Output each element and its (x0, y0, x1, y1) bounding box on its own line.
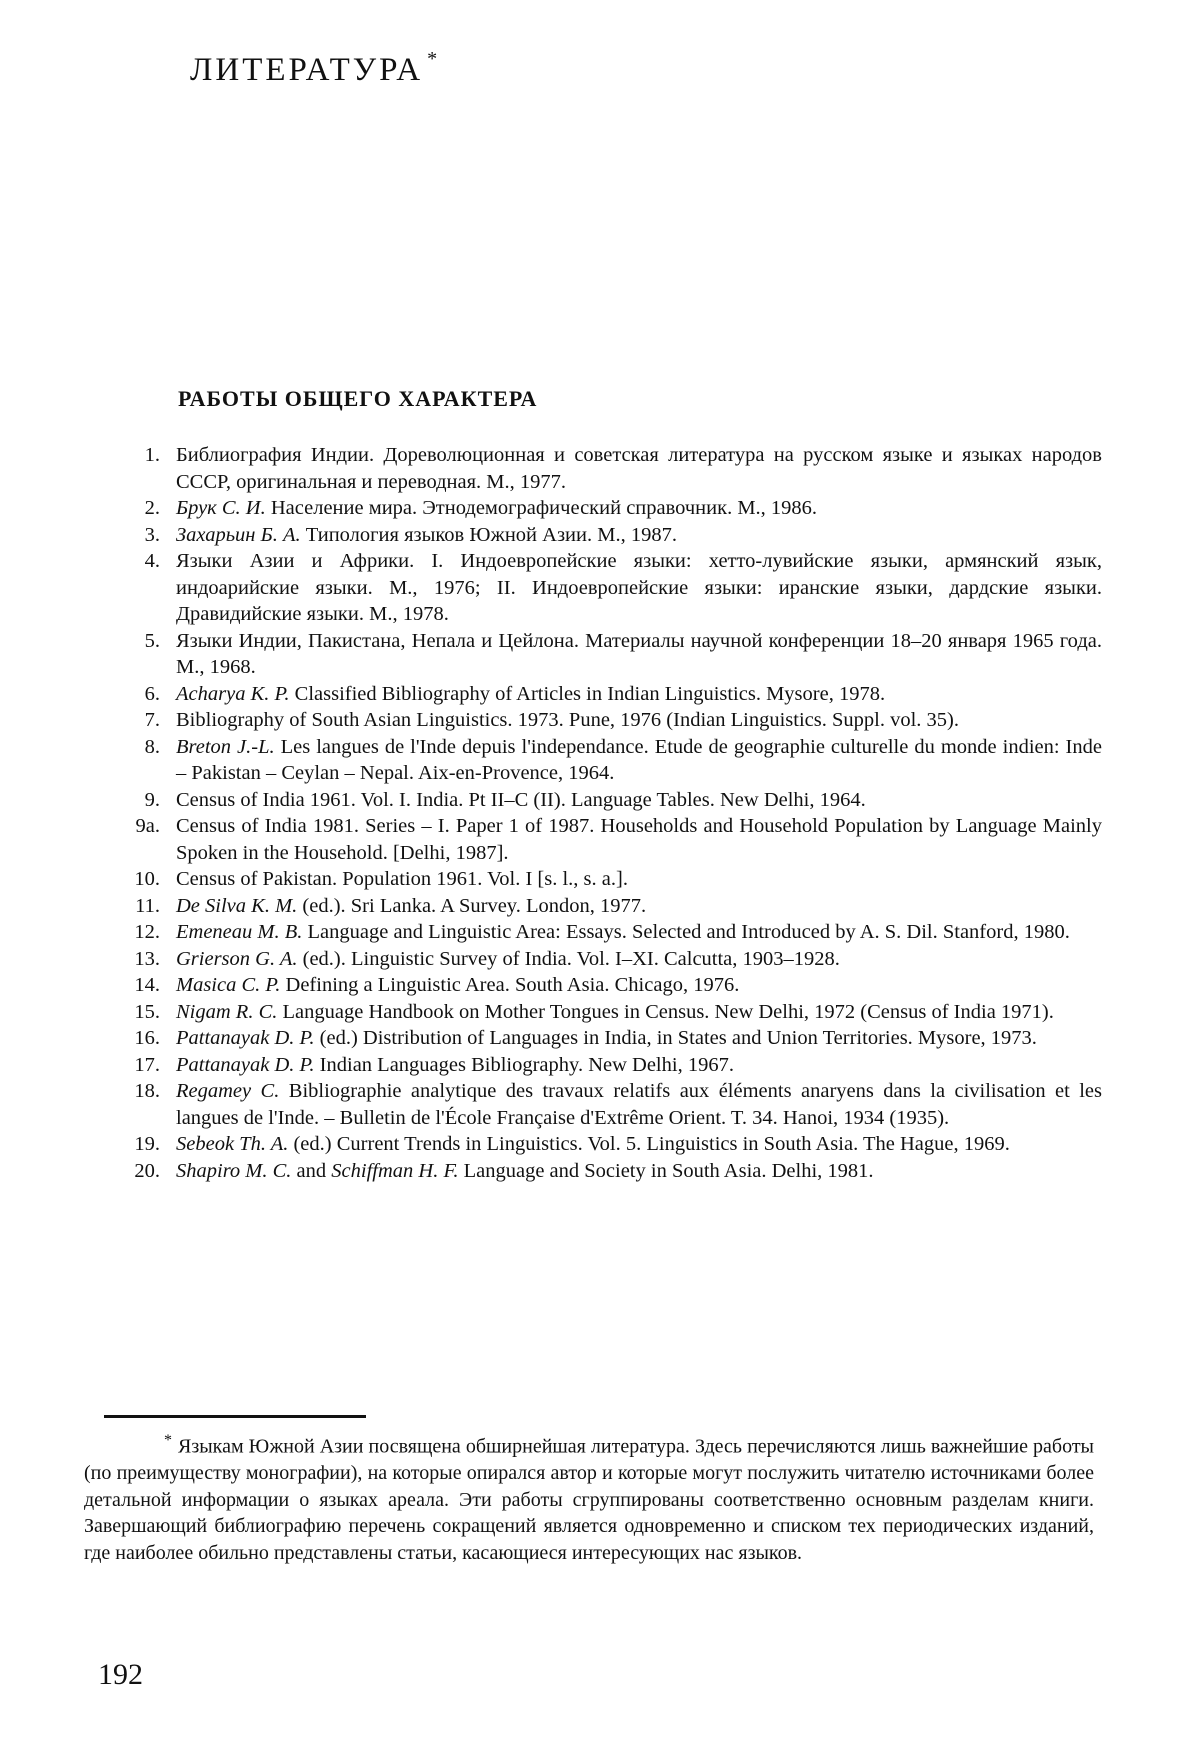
footnote (84, 1428, 1094, 1566)
entry-author: Брук С. И. (176, 497, 266, 519)
entry-text: Defining a Linguistic Area. South Asia. Chicago, 1976. (280, 974, 740, 996)
entry-number: 10. (134, 868, 160, 890)
entry-author: Schiffman H. F. (331, 1159, 459, 1182)
entry-text: Bibliographie analytique des travaux relatifs aux éléments anaryens dans la civilisation et les langues de l'Inde. – Bulletin de l'École Française d'Extrême Orient. T. 34. Hanoi, 1934 (1935). (176, 1080, 1102, 1129)
entry-number: 9a. (135, 815, 160, 837)
entry-number: 6. (144, 682, 160, 705)
entry-text: (ed.). Sri Lanka. A Survey. London, 1977. (297, 894, 647, 917)
entry-author: Masica C. P. (176, 974, 281, 996)
bibliography-entry (112, 1158, 1102, 1185)
entry-author: Захарьин Б. А. (176, 523, 301, 546)
entry-number: 12. (134, 921, 160, 943)
bibliography-entry (112, 1131, 1102, 1158)
bibliography-entry (112, 1052, 1102, 1079)
entry-author: Pattanayak D. P. (176, 1027, 315, 1049)
footnote-mark: * (427, 48, 441, 70)
bibliography-entry (112, 734, 1102, 787)
entry-text: Language Handbook on Mother Tongues in Census. New Delhi, 1972 (Census of India 1971). (277, 1000, 1054, 1023)
page-title (190, 48, 441, 89)
bibliography-list (112, 442, 1102, 1184)
entry-number: 19. (134, 1133, 160, 1155)
entry-text: (ed.). Linguistic Survey of India. Vol. I–XI. Calcutta, 1903–1928. (297, 947, 840, 970)
bibliography-entry (112, 919, 1102, 946)
entry-text: Библиография Индии. Дореволюционная и советская литература на русском языке и языках народов СССР, оригинальная и переводная. М., 1977. (176, 444, 1102, 493)
section-heading: РАБОТЫ ОБЩЕГО ХАРАКТЕРА (178, 386, 538, 411)
entry-author: Shapiro M. C. (176, 1159, 292, 1182)
entry-number: 15. (134, 1000, 160, 1023)
entry-author: Breton J.-L. (176, 735, 275, 758)
bibliography-entry (112, 522, 1102, 549)
entry-author: Regamey C. (176, 1080, 280, 1102)
entry-author: De Silva K. M. (176, 894, 298, 917)
page-title-text: ЛИТЕРАТУРА (190, 52, 424, 88)
bibliography-entry (112, 681, 1102, 708)
entry-number: 5. (144, 629, 160, 652)
bibliography-entry (112, 999, 1102, 1026)
entry-number: 17. (134, 1053, 160, 1076)
bibliography-entry (112, 707, 1102, 734)
bibliography-entry (112, 866, 1102, 893)
entry-number: 13. (134, 947, 160, 970)
entry-text: (ed.) Distribution of Languages in India, in States and Union Territories. Mysore, 1973. (314, 1027, 1037, 1049)
bibliography-entry (112, 813, 1102, 866)
entry-text: and (291, 1159, 332, 1182)
bibliography-entry (112, 893, 1102, 920)
entry-text: Language and Society in South Asia. Delhi, 1981. (458, 1159, 874, 1182)
entry-number: 4. (144, 550, 160, 572)
bibliography-entry (112, 628, 1102, 681)
entry-author: Sebeok Th. A. (176, 1133, 289, 1155)
entry-author: Emeneau M. B. (176, 921, 303, 943)
entry-text: Classified Bibliography of Articles in Indian Linguistics. Mysore, 1978. (289, 682, 886, 705)
bibliography-entry (112, 1078, 1102, 1131)
entry-number: 1. (144, 444, 160, 466)
entry-text: Census of Pakistan. Population 1961. Vol. I [s. l., s. a.]. (176, 868, 628, 890)
bibliography-entry (112, 946, 1102, 973)
entry-author: Nigam R. C. (176, 1000, 278, 1023)
bibliography-entry (112, 442, 1102, 495)
entry-number: 2. (144, 497, 160, 519)
entry-number: 14. (134, 974, 160, 996)
entry-text: Census of India 1961. Vol. I. India. Pt II–C (II). Language Tables. New Delhi, 1964. (176, 788, 866, 811)
entry-text: Типология языков Южной Азии. М., 1987. (300, 523, 677, 546)
bibliography-entry (112, 548, 1102, 628)
bibliography-entry (112, 1025, 1102, 1052)
entry-number: 8. (144, 735, 160, 758)
entry-number: 20. (134, 1159, 160, 1182)
entry-author: Acharya K. P. (176, 682, 290, 705)
entry-author: Grierson G. A. (176, 947, 298, 970)
entry-number: 18. (134, 1080, 160, 1102)
entry-text: Bibliography of South Asian Linguistics. 1973. Pune, 1976 (Indian Linguistics. Suppl. vol. 35). (176, 709, 959, 731)
footnote-text: Языкам Южной Азии посвящена обширнейшая литература. Здесь перечисляются лишь важнейшие работы (по преимуществу монографии), на которые опирался автор и которые могут послужить читателю источниками более детальной информации о языках ареала. Эти работы сгруппированы соответственно основным разделам книги. Завершающий библиографию перечень сокращений является одновременно и списком тех периодических изданий, где наиболее обильно представлены статьи, касающиеся интересующих нас языков. (84, 1435, 1094, 1564)
entry-number: 16. (134, 1027, 160, 1049)
bibliography-entry (112, 495, 1102, 522)
entry-text: (ed.) Current Trends in Linguistics. Vol. 5. Linguistics in South Asia. The Hague, 1969. (288, 1133, 1010, 1155)
entry-text: Les langues de l'Inde depuis l'independance. Etude de geographie culturelle du monde indien: Inde – Pakistan – Ceylan – Nepal. Aix-en-Provence, 1964. (176, 735, 1102, 784)
footnote-mark: * (164, 1432, 172, 1449)
entry-text: Indian Languages Bibliography. New Delhi, 1967. (314, 1053, 734, 1076)
entry-author: Pattanayak D. P. (176, 1053, 315, 1076)
entry-number: 11. (135, 894, 160, 917)
footnote-divider (104, 1415, 366, 1418)
entry-text: Языки Азии и Африки. I. Индоевропейские языки: хетто-лувийские языки, армянский язык, индоарийские языки. М., 1976; II. Индоевропейские языки: иранские языки, дардские языки. Дравидийские языки. М., 1978. (176, 550, 1102, 625)
entry-number: 7. (144, 709, 160, 731)
entry-text: Census of India 1981. Series – I. Paper 1 of 1987. Households and Household Population by Language Mainly Spoken in the Household. [Delhi, 1987]. (176, 815, 1102, 864)
entry-number: 9. (144, 788, 160, 811)
entry-number: 3. (144, 523, 160, 546)
page-number: 192 (98, 1658, 143, 1691)
entry-text: Language and Linguistic Area: Essays. Selected and Introduced by A. S. Dil. Stanford, 1980. (302, 921, 1070, 943)
entry-text: Население мира. Этнодемографический справочник. М., 1986. (265, 497, 818, 519)
bibliography-entry (112, 787, 1102, 814)
bibliography-entry (112, 972, 1102, 999)
entry-text: Языки Индии, Пакистана, Непала и Цейлона. Материалы научной конференции 18–20 января 1965 года. М., 1968. (176, 629, 1102, 678)
